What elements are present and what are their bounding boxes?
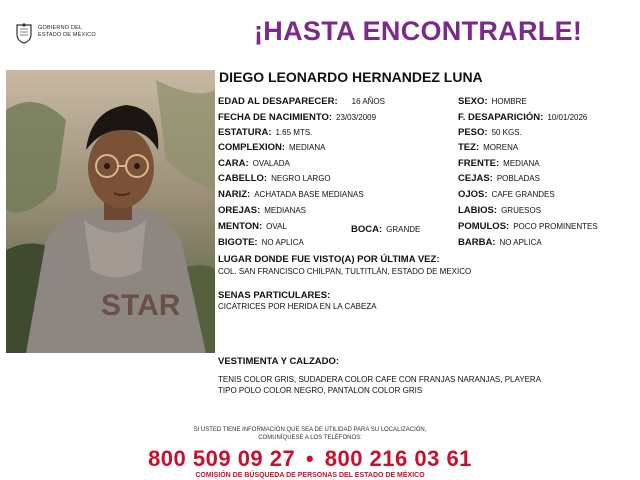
field-label: CABELLO:: [218, 173, 268, 184]
field-label: SEXO:: [458, 96, 488, 107]
gov-line-2: ESTADO DE MÉXICO: [38, 32, 96, 38]
field-value: GRANDE: [386, 225, 421, 234]
field-value: 50 KGS.: [491, 128, 522, 137]
clothing-label: VESTIMENTA Y CALZADO:: [218, 356, 340, 367]
field-value: OVAL: [266, 222, 287, 231]
field-estatura: [218, 127, 312, 138]
last-seen-label: LUGAR DONDE FUE VISTO(A) POR ÚLTIMA VEZ:: [218, 254, 440, 265]
phone-2[interactable]: 800 216 03 61: [324, 446, 472, 471]
field-orejas: [218, 205, 306, 216]
field-label: FECHA DE NACIMIENTO:: [218, 112, 332, 123]
field-value: OVALADA: [252, 159, 290, 168]
field-value: NO APLICA: [261, 238, 304, 247]
field-label: FRENTE:: [458, 158, 500, 169]
field-label: BARBA:: [458, 237, 496, 248]
field-label: MENTON:: [218, 221, 263, 232]
field-label: CARA:: [218, 158, 249, 169]
field-sexo: [458, 96, 527, 107]
field-menton: [218, 221, 287, 232]
field-labios: [458, 205, 541, 216]
field-label: PESO:: [458, 127, 488, 138]
field-label: NARIZ:: [218, 189, 251, 200]
field-nacimiento: [218, 112, 376, 123]
field-label: EDAD AL DESAPARECER:: [218, 96, 338, 107]
person-name: DIEGO LEONARDO HERNANDEZ LUNA: [219, 69, 483, 85]
field-label: OJOS:: [458, 189, 488, 200]
person-photo-illustration: [6, 70, 215, 353]
field-boca: [351, 224, 420, 235]
field-edad: [218, 96, 385, 107]
gov-line-1: GOBIERNO DEL: [38, 25, 83, 31]
contact-note-line-1: SI USTED TIENE INFORMACIÓN QUE SEA DE UTILIDAD PARA SU LOCALIZACIÓN,: [193, 427, 427, 433]
field-barba: [458, 237, 542, 248]
contact-note: [0, 426, 630, 442]
field-tez: [458, 142, 518, 153]
field-nariz: [218, 189, 364, 200]
field-value: ACHATADA BASE MEDIANAS: [254, 190, 364, 199]
field-bigote: [218, 237, 304, 248]
phone-separator: •: [305, 446, 315, 471]
field-value: 23/03/2009: [336, 113, 377, 122]
field-value: NO APLICA: [499, 238, 542, 247]
field-value: MEDIANA: [503, 159, 540, 168]
clothing-line-1: TENIS COLOR GRIS, SUDADERA COLOR CAFE CON FRANJAS NARANJAS, PLAYERA: [218, 375, 542, 384]
distinguishing-marks-label: SENAS PARTICULARES:: [218, 290, 331, 301]
field-value: POCO PROMINENTES: [513, 222, 598, 231]
clothing-line-2: TIPO POLO COLOR NEGRO, PANTALON COLOR GRIS: [218, 386, 423, 395]
last-seen-value: COL. SAN FRANCISCO CHILPAN, TULTITLÁN, ESTADO DE MEXICO: [218, 267, 472, 276]
field-cara: [218, 158, 290, 169]
headline: ¡HASTA ENCONTRARLE!: [254, 16, 583, 46]
field-cejas: [458, 173, 540, 184]
field-value: HOMBRE: [491, 97, 527, 106]
field-ojos: [458, 189, 555, 200]
person-photo: [6, 70, 215, 353]
field-fecha-desaparicion: [458, 112, 587, 123]
field-label: LABIOS:: [458, 205, 498, 216]
field-value: NEGRO LARGO: [271, 174, 331, 183]
field-label: POMULOS:: [458, 221, 510, 232]
field-value: 16 AÑOS: [351, 97, 385, 106]
field-label: F. DESAPARICIÓN:: [458, 112, 544, 123]
field-label: BIGOTE:: [218, 237, 258, 248]
field-value: CAFE GRANDES: [491, 190, 555, 199]
field-label: BOCA:: [351, 224, 383, 235]
field-value: MORENA: [483, 143, 519, 152]
field-label: ESTATURA:: [218, 127, 272, 138]
field-value: MEDIANA: [289, 143, 326, 152]
field-value: GRUESOS: [501, 206, 542, 215]
commission-name: COMISIÓN DE BÚSQUEDA DE PERSONAS DEL ESTADO DE MÉXICO: [195, 472, 425, 479]
field-value: MEDIANAS: [264, 206, 307, 215]
coat-of-arms-icon: [14, 22, 34, 44]
field-peso: [458, 127, 522, 138]
field-label: COMPLEXION:: [218, 142, 286, 153]
contact-note-line-2: COMUNÍQUESE A LOS TELÉFONOS:: [258, 435, 362, 441]
field-cabello: [218, 173, 331, 184]
field-frente: [458, 158, 540, 169]
phone-1[interactable]: 800 509 09 27: [148, 446, 296, 471]
phone-numbers: [0, 446, 620, 472]
government-label: [38, 25, 96, 39]
svg-text:STAR: STAR: [101, 289, 181, 322]
field-pomulos: [458, 221, 598, 232]
field-complexion: [218, 142, 325, 153]
field-value: POBLADAS: [496, 174, 540, 183]
field-value: 10/01/2026: [547, 113, 588, 122]
government-logo: [14, 22, 114, 44]
field-label: CEJAS:: [458, 173, 493, 184]
distinguishing-marks-value: CICATRICES POR HERIDA EN LA CABEZA: [218, 302, 377, 311]
field-label: OREJAS:: [218, 205, 261, 216]
field-value: 1.65 MTS.: [275, 128, 313, 137]
field-label: TEZ:: [458, 142, 480, 153]
